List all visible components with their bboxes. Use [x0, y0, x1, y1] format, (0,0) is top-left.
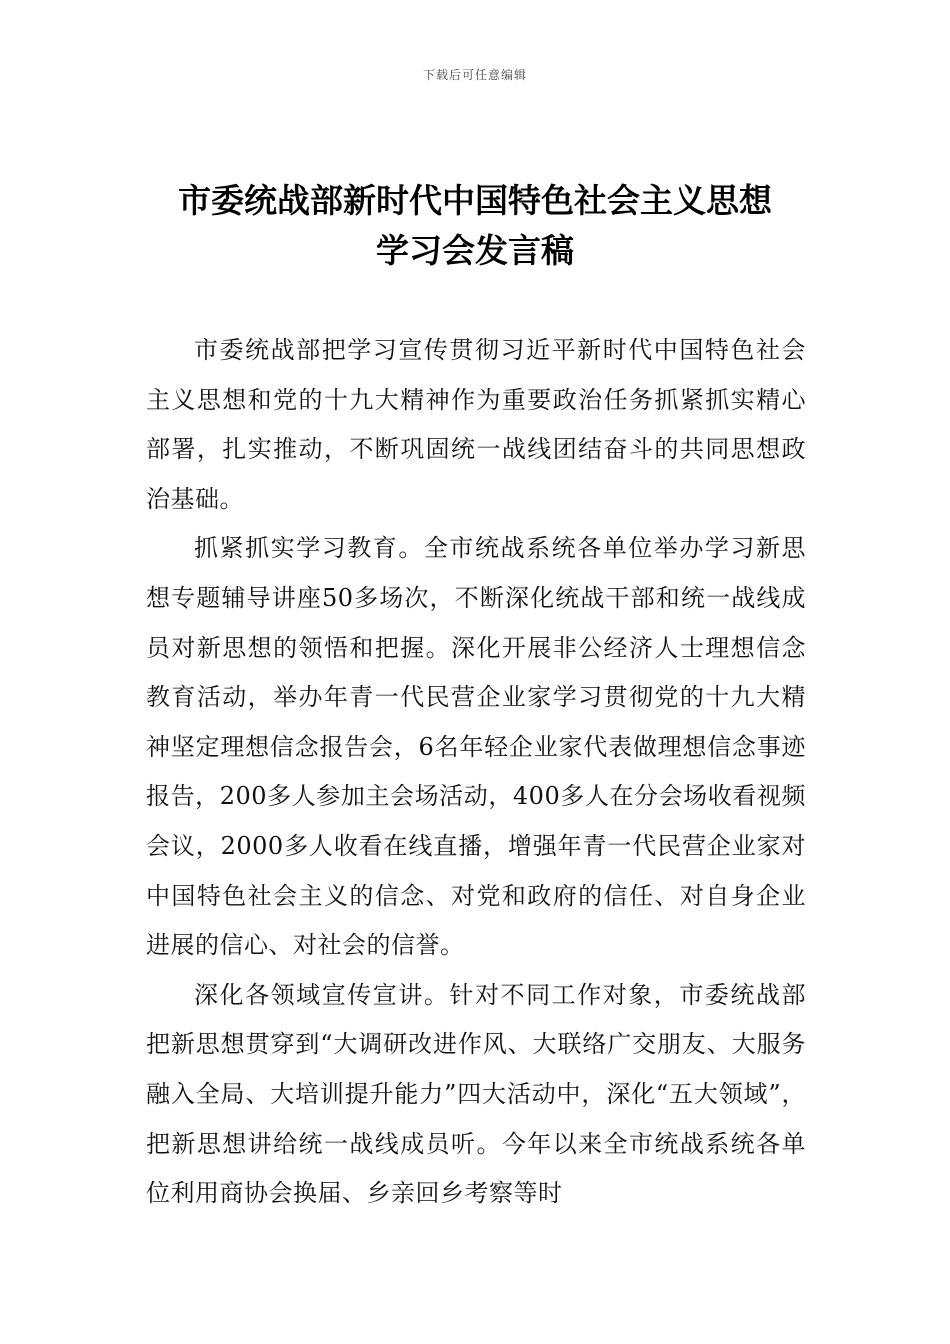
title-line-1: 市委统战部新时代中国特色社会主义思想: [178, 181, 772, 220]
title-line-2: 学习会发言稿: [376, 231, 574, 270]
header-note: 下载后可任意编辑: [422, 68, 527, 82]
paragraph-2: 抓紧抓实学习教育。全市统战系统各单位举办学习新思想专题辅导讲座50多场次，不断深化统战干部和统一战线成员对新思想的领悟和把握。深化开展非公经济人士理想信念教育活动，举办年青一代民营企业家学习贯彻党的十九大精神坚定理想信念报告会，6名年轻企业家代表做理想信念事迹报告，200多人参加主会场活动，400多人在分会场收看视频会议，2000多人收看在线直播，增强年青一代民营企业家对中国特色社会主义的信念、对党和政府的信任、对自身企业进展的信心、对社会的信誉。: [146, 534, 806, 960]
paragraph-1: 市委统战部把学习宣传贯彻习近平新时代中国特色社会主义思想和党的十九大精神作为重要政治任务抓紧抓实精心部署，扎实推动，不断巩固统一战线团结奋斗的共同思想政治基础。: [146, 336, 806, 513]
document-body: [146, 326, 806, 1219]
document-title: [140, 176, 810, 276]
paragraph-3: 深化各领域宣传宣讲。针对不同工作对象，市委统战部把新思想贯穿到“大调研改进作风、大联络广交朋友、大服务融入全局、大培训提升能力”四大活动中，深化“五大领域”，把新思想讲给统一战线成员听。今年以来全市统战系统各单位利用商协会换届、乡亲回乡考察等时: [146, 980, 806, 1208]
